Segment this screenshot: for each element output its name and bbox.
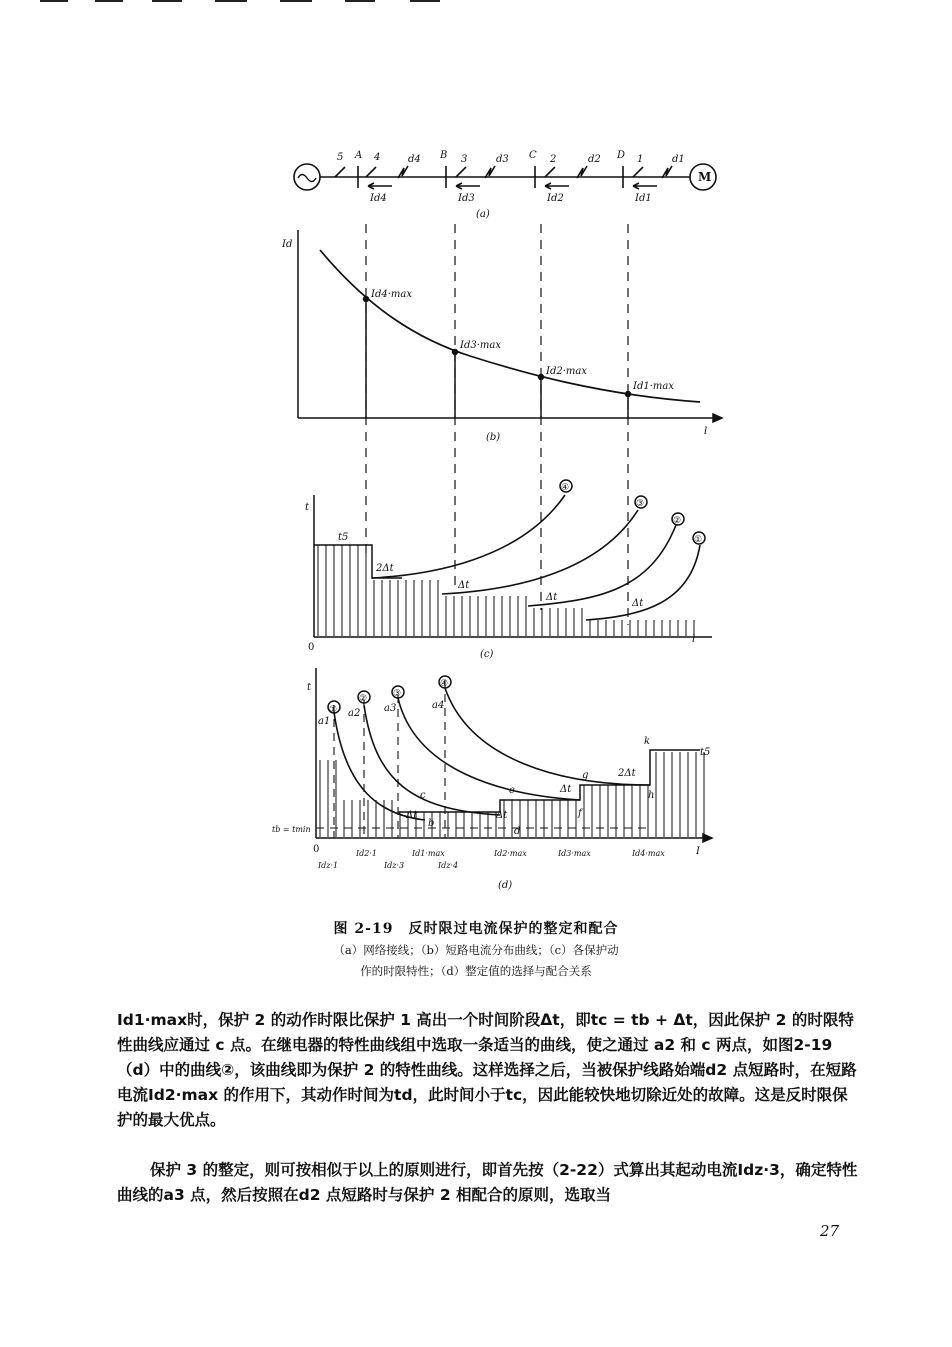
c-x-label: l [692, 634, 696, 645]
id1-max: Id1·max [633, 381, 674, 392]
d-f: f [578, 808, 582, 819]
c-curve-1-label: ① [694, 535, 703, 545]
panel-c-label: (c) [480, 649, 494, 660]
d-c: c [420, 790, 426, 801]
d-b: b [428, 818, 435, 829]
d-tb: tb = tmin [272, 825, 311, 834]
d-curve-3 [398, 698, 580, 800]
id4-max: Id4·max [371, 289, 412, 300]
d-2dt: 2Δt [618, 768, 636, 779]
d-dt-3: Δt [560, 784, 572, 795]
figure-caption-line1: （a）网络接线；（b）短路电流分布曲线；（c）各保护动 [333, 943, 619, 957]
bus-c: C [529, 150, 537, 161]
id2-max: Id2·max [546, 366, 587, 377]
d-a3: a3 [384, 703, 397, 714]
d-a2: a2 [348, 708, 361, 719]
d-curve-2-label: ② [359, 694, 368, 704]
c-curve-3-label: ③ [636, 499, 645, 509]
fault-d3: d3 [496, 154, 509, 165]
b-x-label: l [704, 426, 708, 437]
c-dt-1: Δt [458, 580, 470, 591]
panel-b-label: (b) [486, 432, 501, 443]
d-origin: 0 [313, 844, 320, 855]
time-characteristics-chart [314, 480, 712, 637]
c-curve-4-label: ④ [561, 483, 570, 493]
id3-max: Id3·max [460, 340, 501, 351]
bus-b: B [440, 150, 448, 161]
d-g: g [582, 770, 589, 781]
setting-coordination-chart [316, 668, 712, 842]
d-tick-1: Idz·1 [318, 861, 339, 870]
panel-a-label: (a) [476, 209, 490, 220]
d-curve-4-label: ④ [440, 679, 449, 689]
d-curve-1-label: ① [329, 705, 338, 715]
current-id4: Id4 [370, 193, 387, 204]
relay-3: 3 [461, 154, 468, 165]
d-e: e [509, 785, 515, 796]
figure-caption-line2: 作的时限特性；（d）整定值的选择与配合关系 [360, 964, 592, 978]
d-curve-3-label: ③ [393, 689, 402, 699]
d-h: h [648, 790, 655, 801]
figure-caption-title: 图 2-19 反时限过电流保护的整定和配合 [333, 921, 619, 937]
d-tick-3: Idz·3 [384, 861, 405, 870]
current-id1: Id1 [635, 193, 652, 204]
bus-d: D [617, 150, 626, 161]
fault-d1: d1 [672, 154, 685, 165]
c-dt-3: Δt [632, 598, 644, 609]
c-dt-2: Δt [546, 592, 558, 603]
fault-d4: d4 [408, 154, 421, 165]
body-paragraph-1: Id1·max时，保护 2 的动作时限比保护 1 高出一个时间阶段Δt，即tc = tb + Δt，因此保护 2 的时限特性曲线应通过 c 点。在继电器的特性曲线组中选取一条适当的曲线，使之通过 a2 和 c 两点，如图2-19（d）中的曲线②，该曲线即为保护 2 的特性曲线。这样选择之后，当被保护线路始端d2 点短路时，在短路电流Id2·max 的作用下，其动作时间为td，此时间小于tc，因此能较快地切除近处的故障。这是反时限保护的最大优点。 [117, 1011, 857, 1129]
d-curve-2 [364, 705, 500, 815]
network-diagram [294, 164, 716, 190]
guide-lines [366, 224, 628, 625]
d-y-label: t [307, 682, 312, 693]
relay-5: 5 [337, 152, 344, 163]
relay-1: 1 [637, 154, 644, 165]
c-2dt: 2Δt [376, 563, 394, 574]
bus-a: A [355, 150, 363, 161]
d-tick-5: Idz·4 [438, 861, 459, 870]
current-id2: Id2 [547, 193, 564, 204]
d-d: d [514, 826, 521, 837]
page-number: 27 [820, 1222, 840, 1240]
d-x-label: I [696, 846, 700, 857]
d-dt-1: Δt [406, 810, 418, 821]
c-t5: t5 [338, 532, 349, 543]
panel-d-label: (d) [498, 880, 513, 891]
fault-d2: d2 [588, 154, 601, 165]
d-a1: a1 [318, 716, 331, 727]
relay-2: 2 [550, 154, 557, 165]
d-tick-2: Id2·1 [356, 849, 378, 858]
motor-label: M [698, 170, 712, 184]
d-a4: a4 [432, 700, 445, 711]
d-tick-7: Id3·max [558, 849, 591, 858]
d-k: k [644, 736, 651, 747]
d-tick-6: Id2·max [494, 849, 527, 858]
current-id3: Id3 [458, 193, 475, 204]
current-curve [320, 250, 700, 402]
d-tick-8: Id4·max [632, 849, 665, 858]
c-y-label: t [305, 502, 310, 513]
d-t5: t5 [700, 747, 711, 758]
d-dt-2: Δt [496, 810, 508, 821]
relay-4: 4 [374, 152, 381, 163]
c-curve-2-label: ② [673, 516, 682, 526]
curve-4 [372, 495, 565, 578]
c-origin: 0 [308, 642, 315, 653]
current-distribution-chart [298, 230, 722, 422]
b-y-label: Id [282, 239, 293, 250]
body-paragraph-2: 保护 3 的整定，则可按相似于以上的原则进行，即首先按（2-22）式算出其起动电流Idz·3，确定特性曲线的a3 点，然后按照在d2 点短路时与保护 2 相配合的原则，选取当 [117, 1161, 858, 1204]
d-tick-4: Id1·max [412, 849, 445, 858]
